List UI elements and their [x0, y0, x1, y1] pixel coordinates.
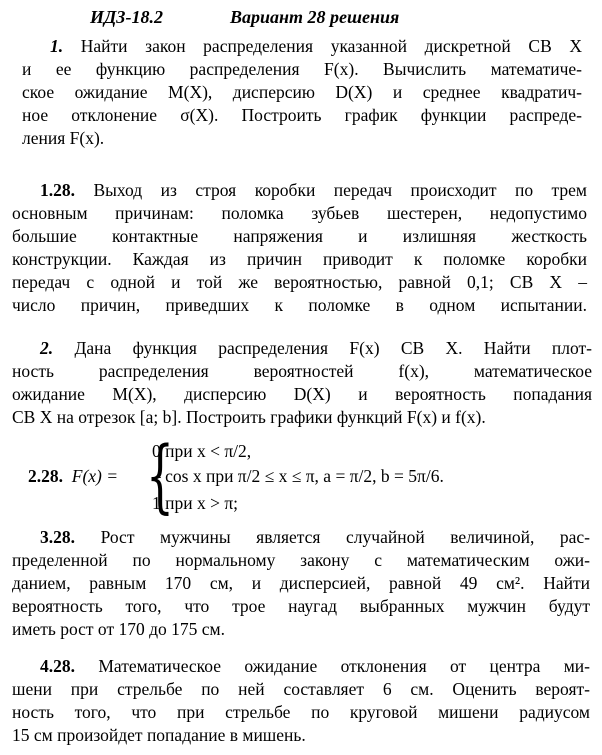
task-1-line: и ее функцию распределения F(x). Вычислить математиче- — [22, 59, 582, 79]
problem-line: большие контактные напряжения и излишняя жесткость — [12, 226, 587, 246]
problem-line: число причин, приведших к поломке в одном испытании. — [12, 295, 587, 315]
page-header — [90, 6, 400, 29]
task-1-line: ления F(x). — [22, 128, 105, 148]
problem-line: данием, равным 170 см, и дисперсией, равной 49 см². Найти — [12, 573, 590, 593]
problem-number: 4.28. — [40, 656, 75, 676]
curly-brace-icon: { — [146, 429, 174, 522]
task-2-number: 2. — [40, 338, 54, 358]
formula-row: 0 при x < π/2, — [152, 441, 252, 461]
problem-line: 4.28. Математическое ожидание отклонения от центра ми- — [40, 656, 590, 676]
problem-number: 2.28. — [28, 466, 63, 486]
problem-1-28 — [12, 179, 587, 317]
task-1 — [22, 35, 582, 150]
problem-line: конструкции. Каждая из причин приводит к поломке коробки — [12, 249, 587, 269]
problem-line: шени при стрельбе по ней составляет 6 см. Оценить вероят- — [12, 679, 590, 699]
task-1-line: ское ожидание M(X), дисперсию D(X) и среднее квадратич- — [22, 82, 582, 102]
problem-line: вероятность того, что трое наугад выбранных мужчин будут — [12, 596, 590, 616]
task-2-line: 2. Дана функция распределения F(x) СВ X. Найти плот- — [40, 338, 592, 358]
task-1-line: 1. Найти закон распределения указанной дискретной СВ X — [50, 36, 583, 56]
problem-line: пределенной по нормальному закону с математическим ожи- — [12, 550, 590, 570]
task-2-line: ожидание M(X), дисперсию D(X) и вероятность попадания — [12, 384, 592, 404]
problem-line: 3.28. Рост мужчины является случайной величиной, рас- — [40, 527, 590, 547]
problem-line: 15 см произойдет попадание в мишень. — [12, 725, 306, 745]
problem-number: 1.28. — [40, 180, 75, 200]
problem-line: ность того, что при стрельбе по круговой мишени радиусом — [12, 702, 590, 722]
task-2-line: ность распределения вероятностей f(x), математическое — [12, 361, 592, 381]
problem-2-28 — [28, 429, 588, 522]
task-2-line: СВ X на отрезок [a; b]. Построить графики функций F(x) и f(x). — [12, 407, 486, 427]
problem-3-28 — [12, 526, 590, 641]
problem-line: 1.28. Выход из строя коробки передач происходит по трем — [40, 180, 587, 200]
header-title: ИДЗ-18.2 — [90, 7, 163, 27]
problem-line: основным причинам: поломка зубьев шестерен, недопустимо — [12, 203, 587, 223]
task-2 — [12, 337, 592, 429]
problem-number: 3.28. — [40, 527, 75, 547]
header-variant: Вариант 28 решения — [230, 7, 400, 27]
formula-lhs: 2.28. F(x) = — [28, 466, 119, 486]
problem-line: передач с одной и той же вероятностью, равной 0,1; СВ X – — [12, 272, 587, 292]
formula-row: 1 при x > π; — [152, 493, 239, 513]
problem-4-28 — [12, 655, 590, 747]
problem-line: иметь рост от 170 до 175 см. — [12, 619, 225, 639]
task-1-line: ное отклонение σ(X). Построить график функции распреде- — [22, 105, 582, 125]
formula-row: – cos x при π/2 ≤ x ≤ π, a = π/2, b = 5π/6. — [152, 466, 444, 486]
task-1-number: 1. — [50, 36, 64, 56]
